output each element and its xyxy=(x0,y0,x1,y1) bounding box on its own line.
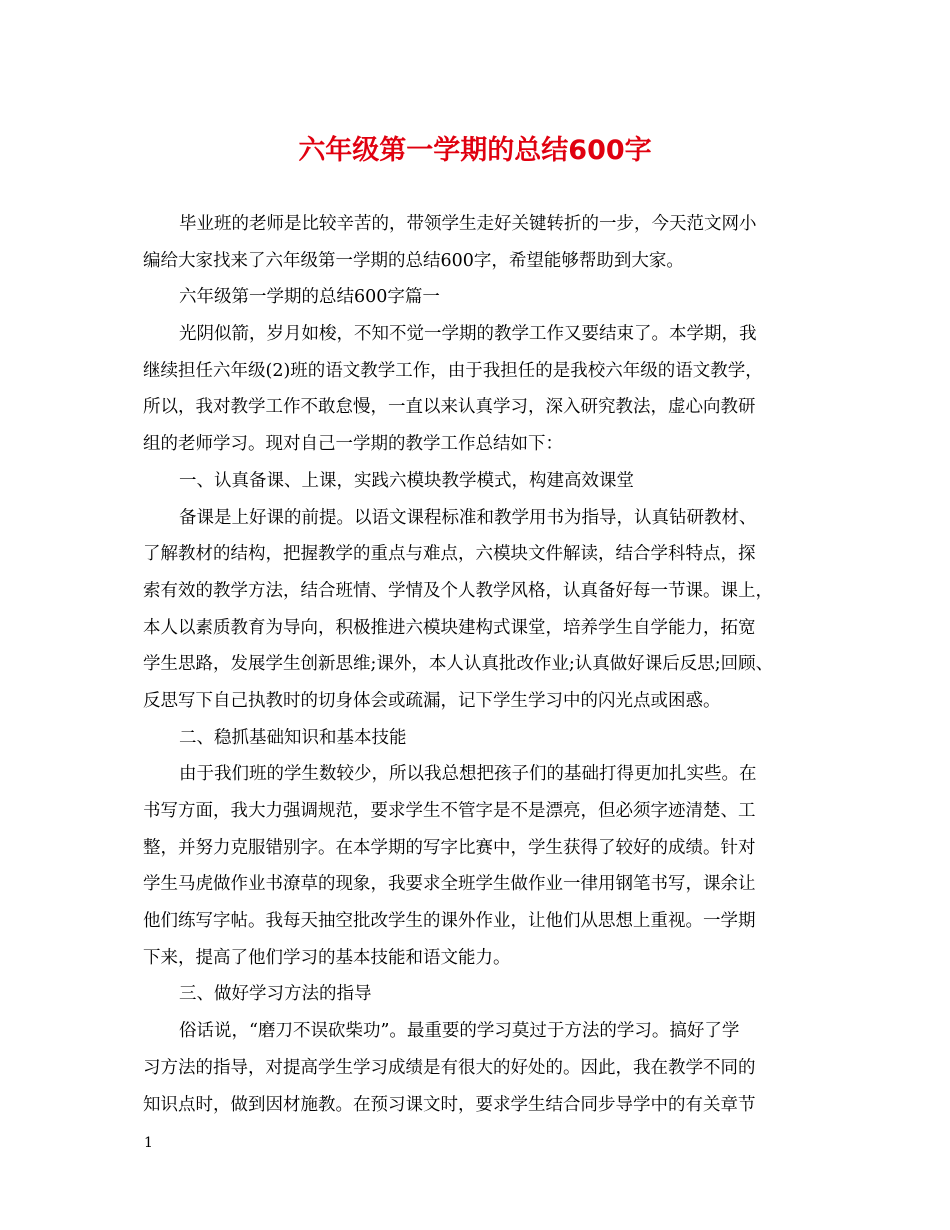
paragraph-line: 继续担任六年级(2)班的语文教学工作，由于我担任的是我校六年级的语文教学， xyxy=(143,360,763,381)
paragraph-line: 索有效的教学方法，结合班情、学情及个人教学风格，认真备好每一节课。课上， xyxy=(143,580,773,601)
paragraph-line: 下来，提高了他们学习的基本技能和语文能力。 xyxy=(143,947,511,968)
paragraph-line: 他们练写字帖。我每天抽空批改学生的课外作业，让他们从思想上重视。一学期 xyxy=(143,911,756,932)
section-heading: 三、做好学习方法的指导 xyxy=(179,984,372,1005)
paragraph-line: 了解教材的结构，把握教学的重点与难点，六模块文件解读，结合学科特点，探 xyxy=(143,544,756,565)
paragraph-line: 学生马虎做作业书潦草的现象，我要求全班学生做作业一律用钢笔书写，课余让 xyxy=(143,874,756,895)
paragraph-line: 学生思路，发展学生创新思维;课外，本人认真批改作业;认真做好课后反思;回顾、 xyxy=(143,654,774,675)
paragraph-line: 毕业班的老师是比较辛苦的，带领学生走好关键转折的一步，今天范文网小 xyxy=(179,214,757,234)
section-heading: 一、认真备课、上课，实践六模块教学模式，构建高效课堂 xyxy=(179,470,634,491)
paragraph-line: 习方法的指导，对提高学生学习成绩是有很大的好处的。因此，我在教学不同的 xyxy=(143,1057,756,1078)
paragraph-line: 书写方面，我大力强调规范，要求学生不管字是不是漂亮，但必须字迹清楚、工 xyxy=(143,801,756,821)
paragraph-line: 反思写下自己执教时的切身体会或疏漏，记下学生学习中的闪光点或困惑。 xyxy=(143,690,721,711)
paragraph-line: 本人以素质教育为导向，积极推进六模块建构式课堂，培养学生自学能力，拓宽 xyxy=(143,617,756,638)
section-heading: 二、稳抓基础知识和基本技能 xyxy=(179,727,407,748)
paragraph-line: 编给大家找来了六年级第一学期的总结600字，希望能够帮助到大家。 xyxy=(143,250,684,271)
paragraph-line: 整，并努力克服错别字。在本学期的写字比赛中，学生获得了较好的成绩。针对 xyxy=(143,837,756,858)
paragraph-line: 所以，我对教学工作不敢怠慢，一直以来认真学习，深入研究教法，虚心向教研 xyxy=(143,397,756,418)
page-number: 1 xyxy=(144,1135,153,1151)
paragraph-line: 由于我们班的学生数较少，所以我总想把孩子们的基础打得更加扎实些。在 xyxy=(179,764,757,785)
paragraph-line: 光阴似箭，岁月如梭，不知不觉一学期的教学工作又要结束了。本学期，我 xyxy=(179,324,757,345)
section-heading: 六年级第一学期的总结600字篇一 xyxy=(179,287,440,308)
document-body xyxy=(143,206,823,1123)
paragraph-line: 知识点时，做到因材施教。在预习课文时，要求学生结合同步导学中的有关章节 xyxy=(143,1094,756,1115)
document-title: 六年级第一学期的总结600字 xyxy=(298,135,652,166)
paragraph-line: 组的老师学习。现对自己一学期的教学工作总结如下： xyxy=(143,434,563,455)
paragraph-line: 俗话说，“磨刀不误砍柴功”。最重要的学习莫过于方法的学习。搞好了学 xyxy=(179,1021,740,1042)
paragraph-line: 备课是上好课的前提。以语文课程标准和教学用书为指导，认真钻研教材、 xyxy=(179,507,757,528)
